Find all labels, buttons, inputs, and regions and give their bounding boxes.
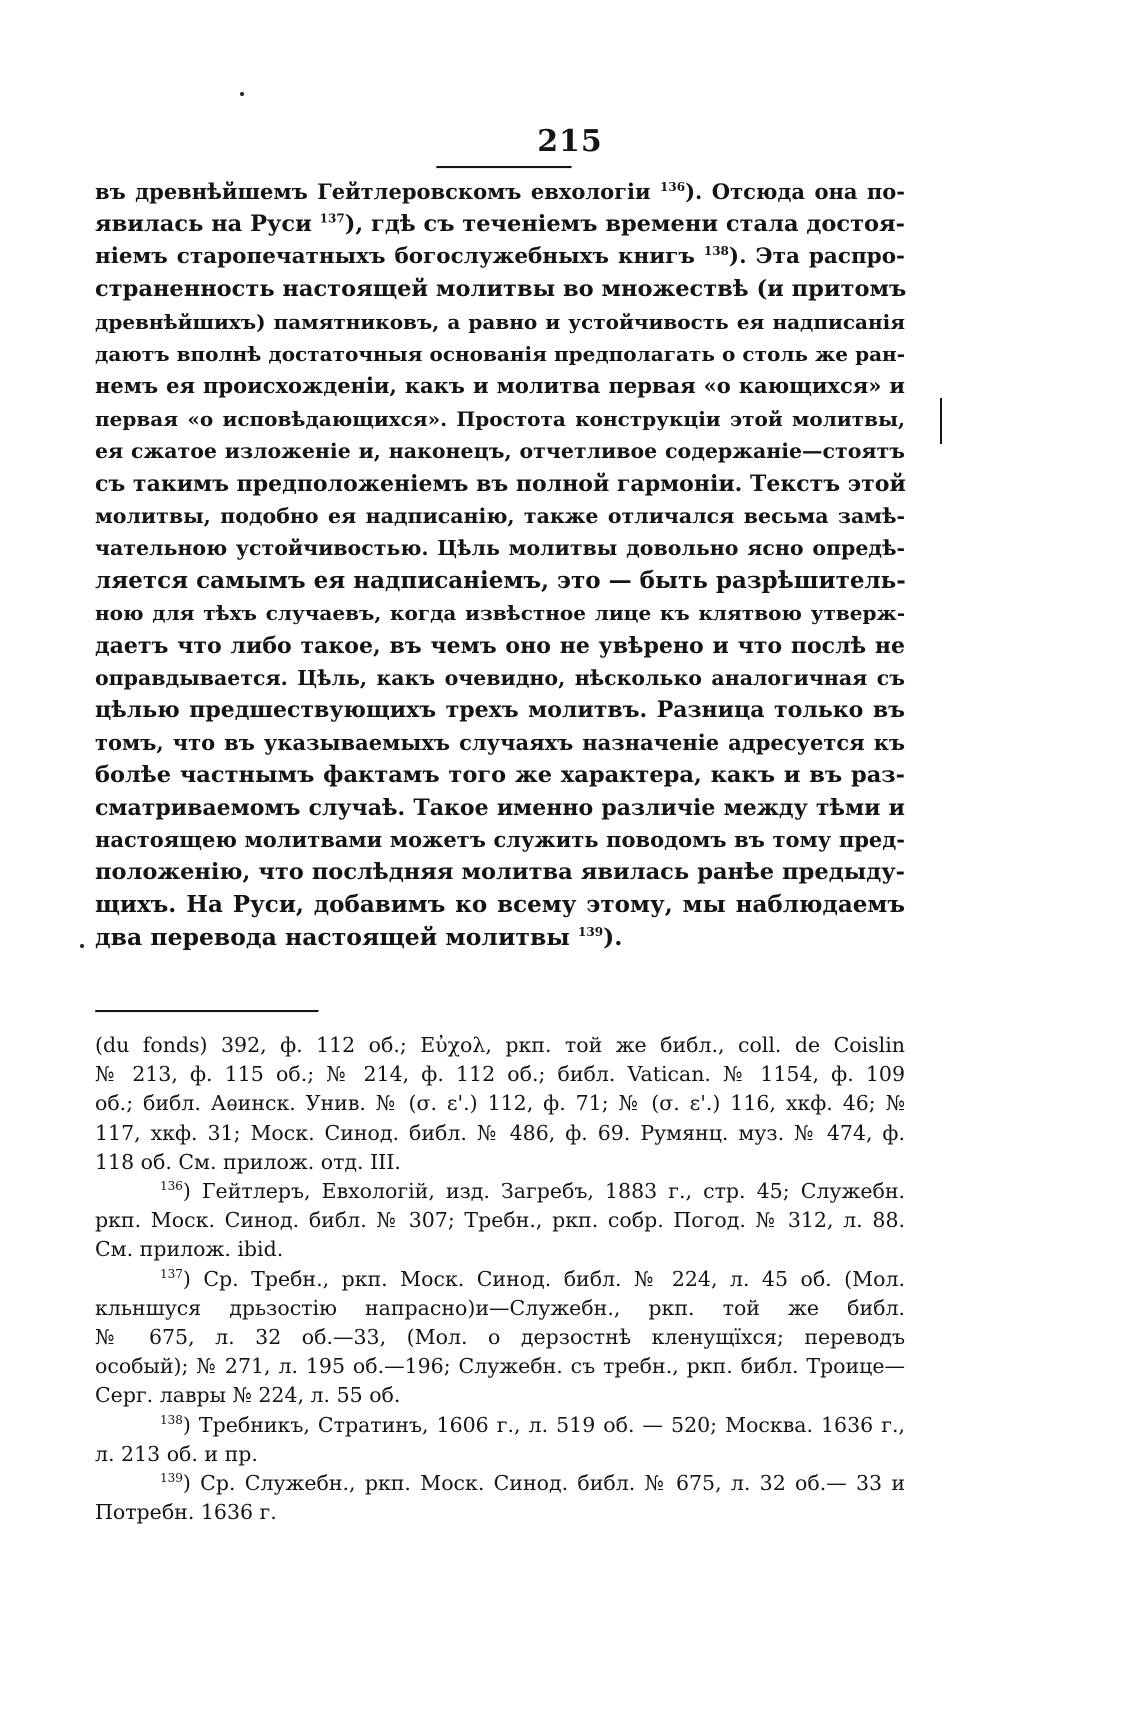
body-line-text: чательною устойчивостью. Цѣль молитвы довольно ясно опредѣ-	[95, 536, 905, 561]
body-line	[95, 176, 905, 208]
body-line-text: ніемъ старопечатныхъ богослужебныхъ книгъ	[95, 243, 704, 269]
footnote-marker: 138	[703, 243, 729, 258]
footnote-marker: 139	[160, 1471, 183, 1486]
body-line-tail: ). Отсюда она по-	[685, 179, 905, 204]
footnote-line	[160, 1410, 905, 1440]
footnote-line	[95, 1293, 905, 1323]
body-line	[95, 435, 905, 467]
body-line-text: сматриваемомъ случаѣ. Такое именно различіе между тѣми и	[95, 794, 905, 821]
footnote-line	[95, 1059, 905, 1089]
body-line	[95, 921, 905, 953]
body-line	[95, 824, 905, 856]
footnote-line-tail: ) Ср. Требн., ркп. Моск. Синод. библ. № 224, л. 45 об. (Мол.	[182, 1266, 905, 1291]
body-line-text: страненность настоящей молитвы во множествѣ (и притомъ	[95, 276, 907, 303]
body-line-text: первая «о исповѣдающихся». Простота конструкціи этой молитвы,	[95, 406, 905, 431]
footnote-line-text: 118 об. См. прилож. отд. III.	[95, 1149, 401, 1174]
footnote-line	[95, 1497, 905, 1527]
footnote-line	[95, 1147, 905, 1177]
footnote-line-text: л. 213 об. и пр.	[95, 1441, 258, 1466]
body-line-text: цѣлью предшествующихъ трехъ молитвъ. Разница только въ	[95, 697, 905, 724]
footnote-line-text: № 675, л. 32 об.—33, (Мол. о дерзостнѣ кленущїхся; переводъ	[95, 1325, 905, 1349]
body-line-text: щихъ. На Руси, добавимъ ко всему этому, мы наблюдаемъ	[95, 890, 905, 918]
footnote-line	[95, 1234, 905, 1264]
speck	[240, 92, 244, 96]
footnote-line-text: См. прилож. ibid.	[95, 1237, 284, 1262]
body-line-text: два перевода настоящей молитвы	[95, 923, 579, 952]
footnote-line-text: № 213, ф. 115 об.; № 214, ф. 112 об.; библ. Vatican. № 1154, ф. 109	[95, 1062, 905, 1087]
footnote-marker: 136	[660, 180, 686, 194]
speck	[80, 944, 84, 948]
body-line	[95, 468, 905, 500]
footnote-line	[95, 1439, 905, 1469]
body-line-text: явилась на Руси	[95, 211, 320, 238]
footnote-line	[160, 1468, 905, 1498]
body-line-text: ляется самымъ ея надписаніемъ, это — быть разрѣшитель-	[95, 566, 906, 594]
page-number: 215	[537, 124, 603, 159]
body-line-text: ея сжатое изложеніе и, наконецъ, отчетливое содержаніе—стоятъ	[95, 439, 905, 464]
footnote-line-text: об.; библ. Аѳинск. Унив. № (σ. ε'.) 112, ф. 71; № (σ. ε'.) 116, хкф. 46; №	[95, 1091, 905, 1116]
body-line	[95, 273, 905, 305]
footnote-line-tail: ) Ср. Служебн., ркп. Моск. Синод. библ. № 675, л. 32 об.— 33 и	[182, 1471, 905, 1495]
page-number-rule	[436, 166, 572, 169]
footnote-line	[95, 1380, 905, 1410]
body-line	[95, 856, 905, 888]
body-line	[95, 306, 905, 338]
footnote-line-text: кльншуся дрьзостію напрасно)и—Служебн., ркп. той же библ.	[95, 1295, 905, 1320]
footnote-line	[95, 1030, 905, 1060]
body-line-text: оправдывается. Цѣль, какъ очевидно, нѣсколько аналогичная съ	[95, 666, 905, 690]
body-line	[95, 208, 905, 240]
body-line-tail: ). Эта распро-	[728, 243, 905, 269]
footnote-marker: 137	[319, 211, 345, 226]
body-line	[95, 241, 905, 273]
body-line	[95, 727, 905, 759]
body-line	[95, 759, 905, 791]
body-line	[95, 630, 905, 662]
body-line	[95, 889, 905, 921]
body-line-text: даетъ что либо такое, въ чемъ оно не увѣрено и что послѣ не	[95, 632, 905, 659]
body-line-text: положенію, что послѣдняя молитва явилась ранѣе предыду-	[95, 859, 905, 886]
body-line-text: немъ ея происхожденіи, какъ и молитва первая «о кающихся» и	[95, 373, 905, 399]
footnote-line-text: Потребн. 1636 г.	[95, 1500, 277, 1525]
footnote-line	[95, 1118, 905, 1148]
body-line-text: ною для тѣхъ случаевъ, когда извѣстное лице къ клятвою утверж-	[95, 601, 905, 626]
footnote-line-text: (du fonds) 392, ф. 112 об.; Εὐχολ, ркп. той же библ., coll. de Coislin	[95, 1033, 905, 1057]
body-line	[95, 662, 905, 694]
body-line-tail: ), гдѣ съ теченіемъ времени стала достоя-	[344, 211, 905, 238]
footnote-line	[95, 1322, 905, 1352]
body-line	[95, 370, 905, 402]
footnote-line	[160, 1264, 905, 1294]
body-line-text: настоящею молитвами можетъ служить поводомъ въ тому пред-	[95, 827, 905, 852]
footnote-line-text: 117, хкф. 31; Моск. Синод. библ. № 486, ф. 69. Румянц. муз. № 474, ф.	[95, 1120, 905, 1145]
body-line-text: съ такимъ предположеніемъ въ полной гармоніи. Текстъ этой	[95, 470, 906, 497]
body-line-tail: ).	[603, 923, 623, 952]
body-line-text: въ древнѣйшемъ Гейтлеровскомъ евхологіи	[95, 179, 661, 204]
body-line	[95, 338, 905, 370]
footnote-line-tail: ) Требникъ, Стратинъ, 1606 г., л. 519 об. — 520; Москва. 1636 г.,	[182, 1412, 905, 1437]
body-line	[95, 792, 905, 824]
footnote-line-text: особый); № 271, л. 195 об.—196; Служебн. съ требн., ркп. библ. Троице—	[95, 1354, 905, 1379]
body-line	[95, 565, 905, 597]
body-line-text: болѣе частнымъ фактамъ того же характера, какъ и въ раз-	[95, 762, 905, 789]
body-line-text: молитвы, подобно ея надписанію, также отличался весьма замѣ-	[95, 504, 905, 528]
footnote-line-text: ркп. Моск. Синод. библ. № 307; Требн., ркп. собр. Погод. № 312, л. 88.	[95, 1208, 905, 1233]
footnote-marker: 139	[578, 925, 604, 940]
body-line	[95, 694, 905, 726]
margin-mark	[940, 398, 942, 444]
footnote-marker: 136	[160, 1179, 183, 1194]
body-line	[95, 597, 905, 629]
footnote-marker: 137	[160, 1266, 183, 1281]
body-line	[95, 403, 905, 435]
footnote-line-tail: ) Гейтлеръ, Евхологій, изд. Загребъ, 1883 г., стр. 45; Служебн.	[182, 1179, 905, 1203]
footnote-line	[95, 1205, 905, 1235]
footnote-rule	[95, 1010, 319, 1013]
footnote-line-text: Серг. лавры № 224, л. 55 об.	[95, 1383, 401, 1408]
footnote-line	[95, 1351, 905, 1381]
body-line	[95, 500, 905, 532]
footnote-line	[160, 1176, 905, 1206]
footnote-marker: 138	[160, 1412, 183, 1427]
body-line-text: даютъ вполнѣ достаточныя основанія предполагать о столь же ран-	[95, 342, 905, 366]
footnote-line	[95, 1088, 905, 1118]
body-line	[95, 532, 905, 564]
body-line-text: томъ, что въ указываемыхъ случаяхъ назначеніе адресуется къ	[95, 729, 905, 755]
body-line-text: древнѣйшихъ) памятниковъ, а равно и устойчивость ея надписанія	[95, 309, 905, 334]
